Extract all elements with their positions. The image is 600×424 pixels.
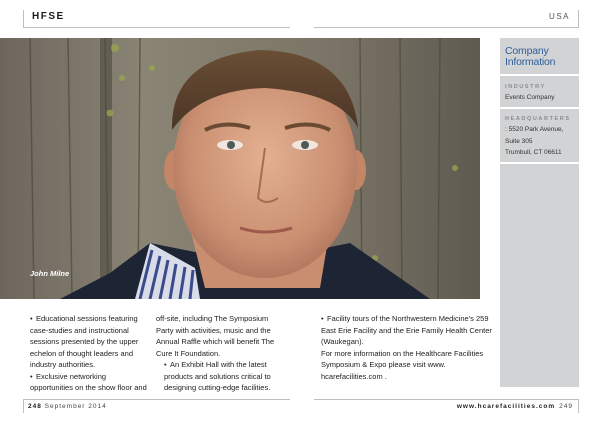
bullet-text: Educational sessions featuring case-studies and instructional sessions presented by the upper echelon of thought leaders and industry authorities.: [30, 314, 139, 369]
hq-line2: Suite 305: [505, 137, 533, 145]
bullet-text: An Exhibit Hall with the latest products and solutions critical to designing cutting-edge facilities.: [164, 360, 271, 392]
company-info-sidebar: [500, 38, 579, 387]
body-column-3: [313, 313, 493, 382]
header-right: [314, 10, 579, 28]
sidebar-title-line2: Information: [505, 56, 556, 68]
body-column-2: [156, 313, 286, 394]
footer-right: [314, 399, 579, 413]
bullet-item: • An Exhibit Hall with the latest products and solutions critical to designing cutting-edge facilities.: [164, 360, 271, 392]
hq-line3: Trumbull, CT 06611: [505, 149, 562, 156]
left-page-number: 248: [28, 403, 42, 410]
bullet-text: Exclusive networking opportunities on the show floor and: [30, 371, 147, 392]
brand-label: HFSE: [32, 11, 65, 22]
bullet-item: • Exclusive networking opportunities on the show floor and: [30, 371, 147, 392]
headquarters-label: HEADQUARTERS: [505, 116, 571, 122]
sidebar-title-line1: Company: [505, 45, 549, 57]
industry-value: Events Company: [505, 94, 555, 101]
bullet-text: Facility tours of the Northwestern Medicine's 259 East Erie Facility and the Erie Family Health Center (Waukegan).: [321, 314, 492, 346]
website-url: www.hcarefacilities.com: [456, 403, 556, 410]
paragraph: For more information on the Healthcare Facilities Symposium & Expo please visit www. hcarefacilities.com .: [321, 348, 484, 381]
photo-caption: John Milne: [30, 269, 70, 278]
bullet-item: • Educational sessions featuring case-studies and instructional sessions presented by the upper echelon of thought leaders and industry authorities.: [30, 314, 139, 369]
headquarters-address: [505, 124, 577, 159]
left-folio: [28, 403, 107, 410]
country-label: USA: [549, 12, 570, 21]
issue-date: September 2014: [44, 403, 107, 410]
right-folio: [457, 403, 573, 410]
sidebar-divider: [500, 107, 579, 109]
portrait-photo: [0, 38, 480, 299]
sidebar-divider: [500, 74, 579, 76]
sidebar-title: [505, 46, 577, 68]
footer-left: [23, 399, 290, 413]
sidebar-divider: [500, 162, 579, 164]
hq-line1: : 5520 Park Avenue,: [505, 126, 564, 133]
body-column-1: [22, 313, 150, 394]
header-left: [23, 10, 290, 28]
right-page-number: 249: [559, 403, 573, 410]
industry-label: INDUSTRY: [505, 84, 546, 90]
paragraph: off-site, including The Symposium Party with activities, music and the Annual Raffle which will benefit The Cure It Foundation.: [156, 314, 275, 358]
bullet-item: • Facility tours of the Northwestern Medicine's 259 East Erie Facility and the Erie Family Health Center (Waukegan).: [321, 314, 492, 346]
